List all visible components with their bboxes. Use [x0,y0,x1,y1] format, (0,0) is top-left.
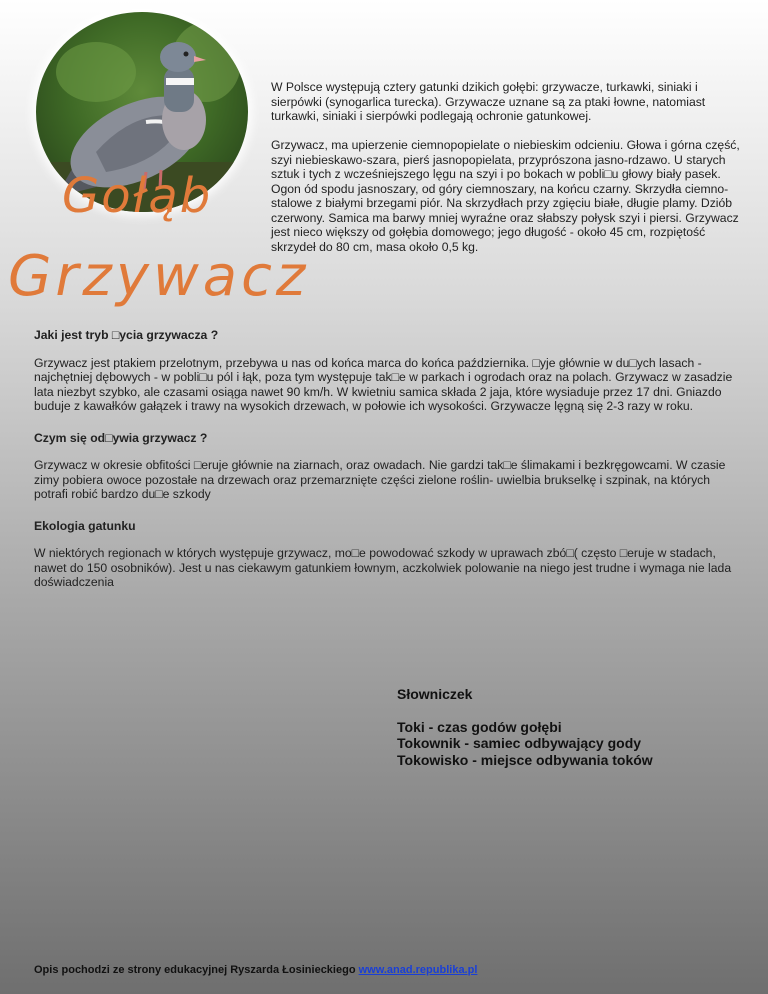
title-line-1: Gołąb [62,168,213,224]
section-heading-ecology: Ekologia gatunku [34,518,136,533]
title-line-2: Grzywacz [8,244,310,309]
glossary-item: Toki - czas godów gołębi [397,718,562,735]
intro-paragraph: W Polsce występują cztery gatunki dzikich gołębi: grzywacze, turkawki, siniaki i sierpówki (synogarlica turecka). Grzywacze uznane są za ptaki łowne, natomiast turkawki, siniaki i sierpówki podlegają ochronie gatunkowej. [271,80,706,123]
footer [34,964,477,976]
section-heading-diet: Czym się od□ywia grzywacz ? [34,430,208,445]
section-text-ecology: W niektórych regionach w których występuje grzywacz, mo□e powodować szkody w uprawach zbó□( często □eruje w stadach, nawet do 150 osobników). Jest u nas ciekawym gatunkiem łownym, aczkolwiek polowanie na niego jest trudne i wymaga nie lada doświadczenia [34,546,732,589]
section-heading-lifestyle: Jaki jest tryb □ycia grzywacza ? [34,328,219,342]
section-text-lifestyle: Grzywacz jest ptakiem przelotnym, przebywa u nas od końca marca do końca października. □yje głównie w du□ych lasach - najchętniej dębowych - w pobli□u pól i łąk, poza tym występuje tak□e w parkach i ogrodach oraz na polach. Grzywacz w zasadzie lata niezbyt szybko, ale czasami osiąga nawet 90 km/h. W kwietniu samica składa 2 jaja, które wysiaduje przez 17 dni. Gniazdo buduje z kawałków gałązek i trawy na wysokich drzewach, w połowie ich wysokości. Grzywacze lęgną się 2-3 razy w roku. [34,355,733,413]
glossary-title: Słowniczek [397,686,473,702]
sections [34,328,744,607]
glossary-item: Tokowisko - miejsce odbywania toków [397,751,653,768]
description-paragraph: Grzywacz, ma upierzenie ciemnopopielate o niebieskim odcieniu. Głowa i górna część, szyi niebieskawo-szara, pierś jasnopopielata, przyprószona jasno-rdzawo. U starych sztuk i tych z wcześniejszego lęgu na szyi i po bokach w pobli□u głowy biały pasek. Ogon ód spodu jasnoszary, od góry ciemnoszary, na końcu czarny. Skrzydła ciemno-stalowe z białymi brzegami piór. Na skrzydłach przy zgięciu białe, długie plamy. Dziób czerwony. Samica ma barwy mniej wyraźne oraz słabszy połysk szyi i piersi. Grzywacz jest nieco większy od gołębia domowego; jego długość - około 45 cm, rozpiętość skrzydeł do 80 cm, masa około 0,5 kg. [271,138,740,254]
source-link[interactable]: www.anad.republika.pl [358,964,478,976]
footer-text: Opis pochodzi ze strony edukacyjnej Ryszarda Łosinieckiego [34,964,356,976]
glossary [397,686,737,768]
glossary-item: Tokownik - samiec odbywający gody [397,735,642,751]
section-text-diet: Grzywacz w okresie obfitości □eruje głównie na ziarnach, oraz owadach. Nie gardzi tak□e ślimakami i bezkręgowcami. W czasie zimy pobiera owoce pozostałe na drzewach oraz przemarznięte części zielone roślin- uwielbia brukselkę i szpinak, na których potrafi robić bardzo du□e szkody [34,458,726,501]
